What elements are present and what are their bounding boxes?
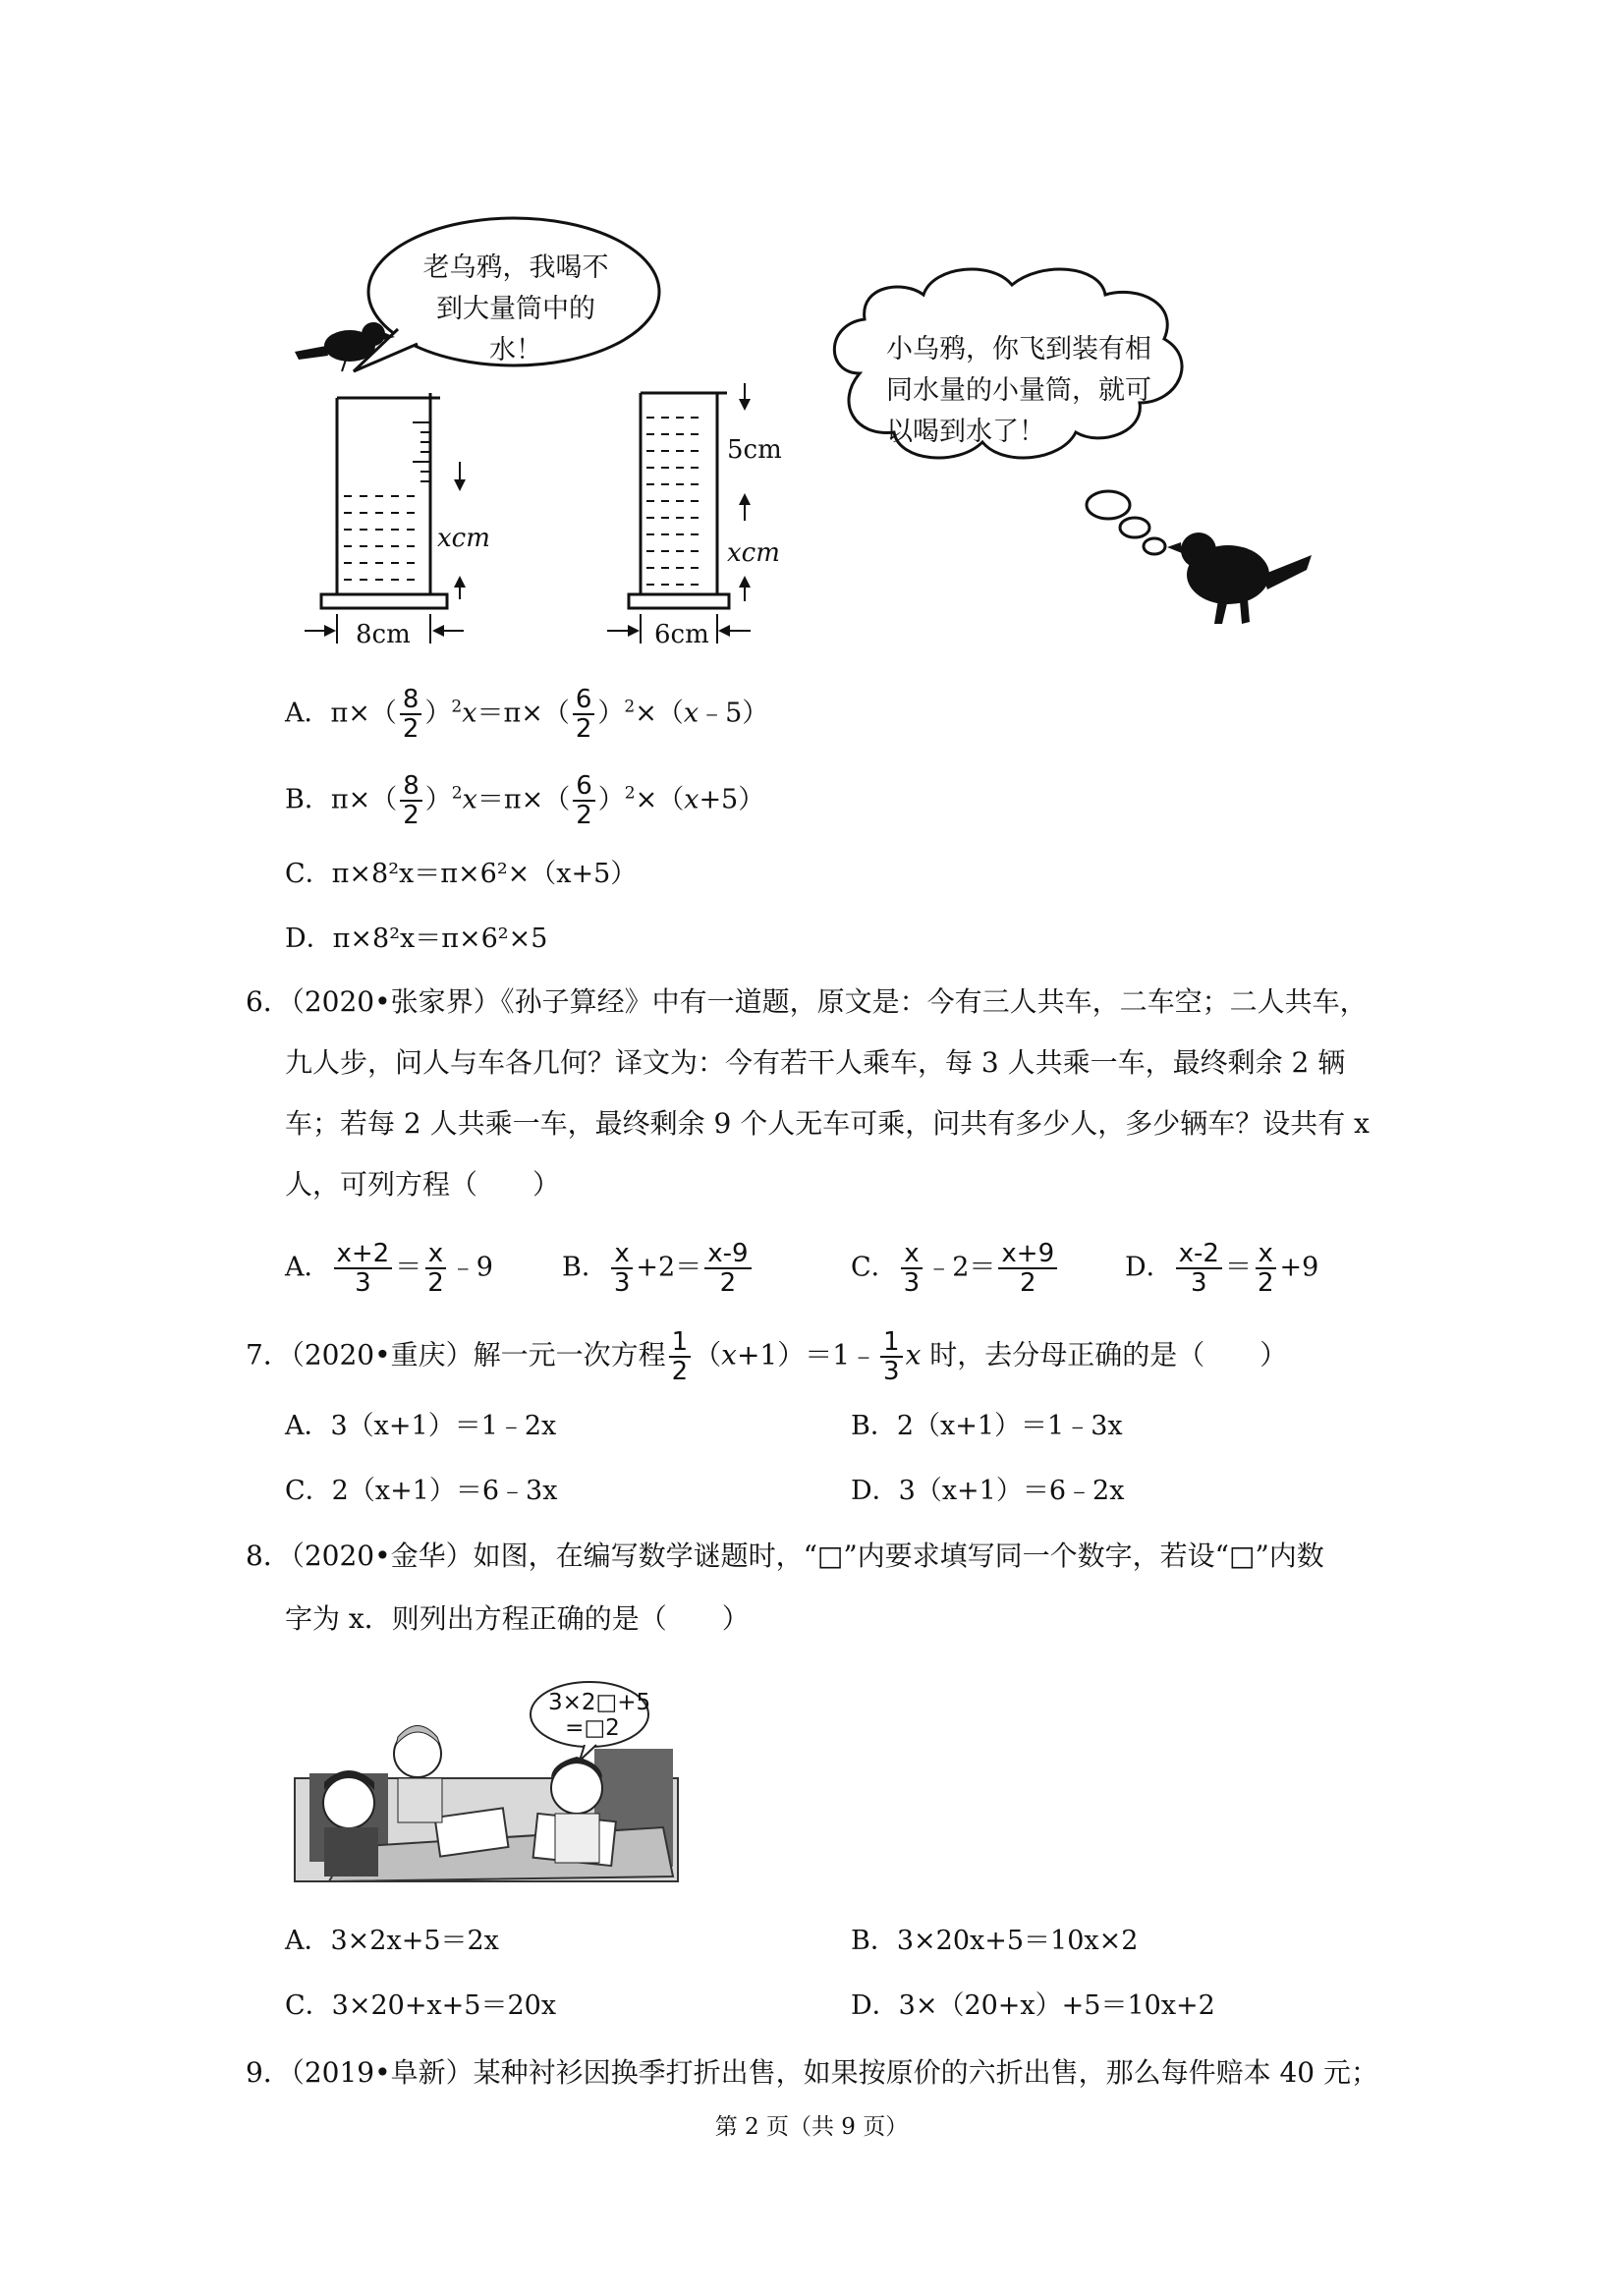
right-bubble-line: 以喝到水了！ — [886, 417, 1045, 447]
boy-left-head — [323, 1777, 374, 1828]
right-width-label: 6cm — [654, 620, 709, 649]
water-dashes-small — [646, 418, 699, 585]
q6-option-a: A． $\frac{x+2}{3}$ ＝ $\frac{x}{2}$ ﹣9 — [285, 1239, 493, 1298]
left-bubble-line: 老乌鸦，我喝不 — [422, 252, 609, 283]
q8-line: 8．（2020•金华）如图，在编写数学谜题时，“□”内要求填写同一个数字，若设“□”内数 — [246, 1540, 1324, 1572]
old-crow-icon — [1167, 532, 1312, 624]
q8-line: 字为 x．则列出方程正确的是（ ） — [285, 1602, 750, 1635]
left-width-label: 8cm — [356, 620, 411, 649]
q6-option-c: C． $\frac{x}{3}$ ﹣2＝ $\frac{x+9}{2}$ — [851, 1240, 1060, 1297]
puzzle-line: 3×2□+5 — [548, 1690, 651, 1715]
q6-option-b: B． $\frac{x}{3}$ +2＝ $\frac{x-9}{2}$ — [562, 1240, 755, 1297]
right-bubble-line: 同水量的小量筒，就可 — [886, 375, 1151, 406]
left-height-label: xcm — [437, 524, 490, 553]
q8-option-d: D．3×（20+x）+5＝10x+2 — [851, 1990, 1215, 2021]
page-footer: 第 2 页（共 9 页） — [714, 2114, 909, 2140]
q8-option-a: A．3×2x+5＝2x — [285, 1926, 499, 1956]
left-bubble-line: 到大量筒中的水！ — [436, 294, 595, 365]
q6-line: 九人步，问人与车各几何？译文为：今有若干人乘车，每 3 人共乘一车，最终剩余 2 辆 — [285, 1046, 1346, 1079]
q7-option-d: D．3（x+1）＝6﹣2x — [851, 1476, 1125, 1506]
left-bubble-text — [422, 248, 609, 371]
q5-option-c: C．π×8²x＝π×6²×（x+5） — [285, 859, 638, 889]
right-top-label: 5cm — [727, 435, 782, 465]
q5-option-d: D．π×8²x＝π×6²×5 — [285, 924, 548, 954]
q7-stem: 7．（2020•重庆）解一元一次方程 $\frac{1}{2}$ （x+1）＝1﹣ $\frac{1}{3}$ x 时，去分母正确的是（ ） — [246, 1327, 1288, 1386]
q8-option-c: C．3×20+x+5＝20x — [285, 1990, 557, 2021]
q9-line: 9．（2019•阜新）某种衬衫因换季打折出售，如果按原价的六折出售，那么每件赔本 40 元； — [246, 2056, 1379, 2089]
q7-option-a: A．3（x+1）＝1﹣2x — [285, 1411, 557, 1441]
puzzle-bubble-text — [548, 1690, 651, 1741]
q8-option-b: B．3×20x+5＝10x×2 — [851, 1926, 1139, 1956]
q6-line: 6．（2020•张家界）《孙子算经》中有一道题，原文是：今有三人共车，二车空；二人共车， — [246, 985, 1368, 1018]
large-cylinder — [305, 393, 466, 644]
q5-option-b: B．π×（ $\frac{8}{2}$ ）$^2$x＝π×（ $\frac{6}{2}$ ）$^2$×（x+5） — [285, 771, 765, 830]
q6-line: 人，可列方程（ ） — [285, 1168, 561, 1201]
q5-option-a: A．π×（ $\frac{8}{2}$ ）$^2$x＝π×（ $\frac{6}{2}$ ）$^2$×（x﹣5） — [285, 685, 769, 744]
right-bubble-line: 小乌鸦，你飞到装有相 — [886, 334, 1151, 364]
right-bubble-text — [886, 329, 1151, 453]
right-height-label: xcm — [727, 538, 780, 568]
cylinder-crow-figure — [0, 0, 1623, 688]
puzzle-line: =□2 — [565, 1715, 620, 1741]
small-cylinder — [607, 383, 751, 644]
q7-option-c: C．2（x+1）＝6﹣3x — [285, 1476, 558, 1506]
water-dashes — [344, 496, 415, 580]
q7-option-b: B．2（x+1）＝1﹣3x — [851, 1411, 1123, 1441]
q6-line: 车；若每 2 人共乘一车，最终剩余 9 个人无车可乘，问共有多少人，多少辆车？设共有 x — [285, 1107, 1370, 1140]
q6-option-d: D． $\frac{x-2}{3}$ ＝ $\frac{x}{2}$ +9 — [1125, 1239, 1319, 1298]
